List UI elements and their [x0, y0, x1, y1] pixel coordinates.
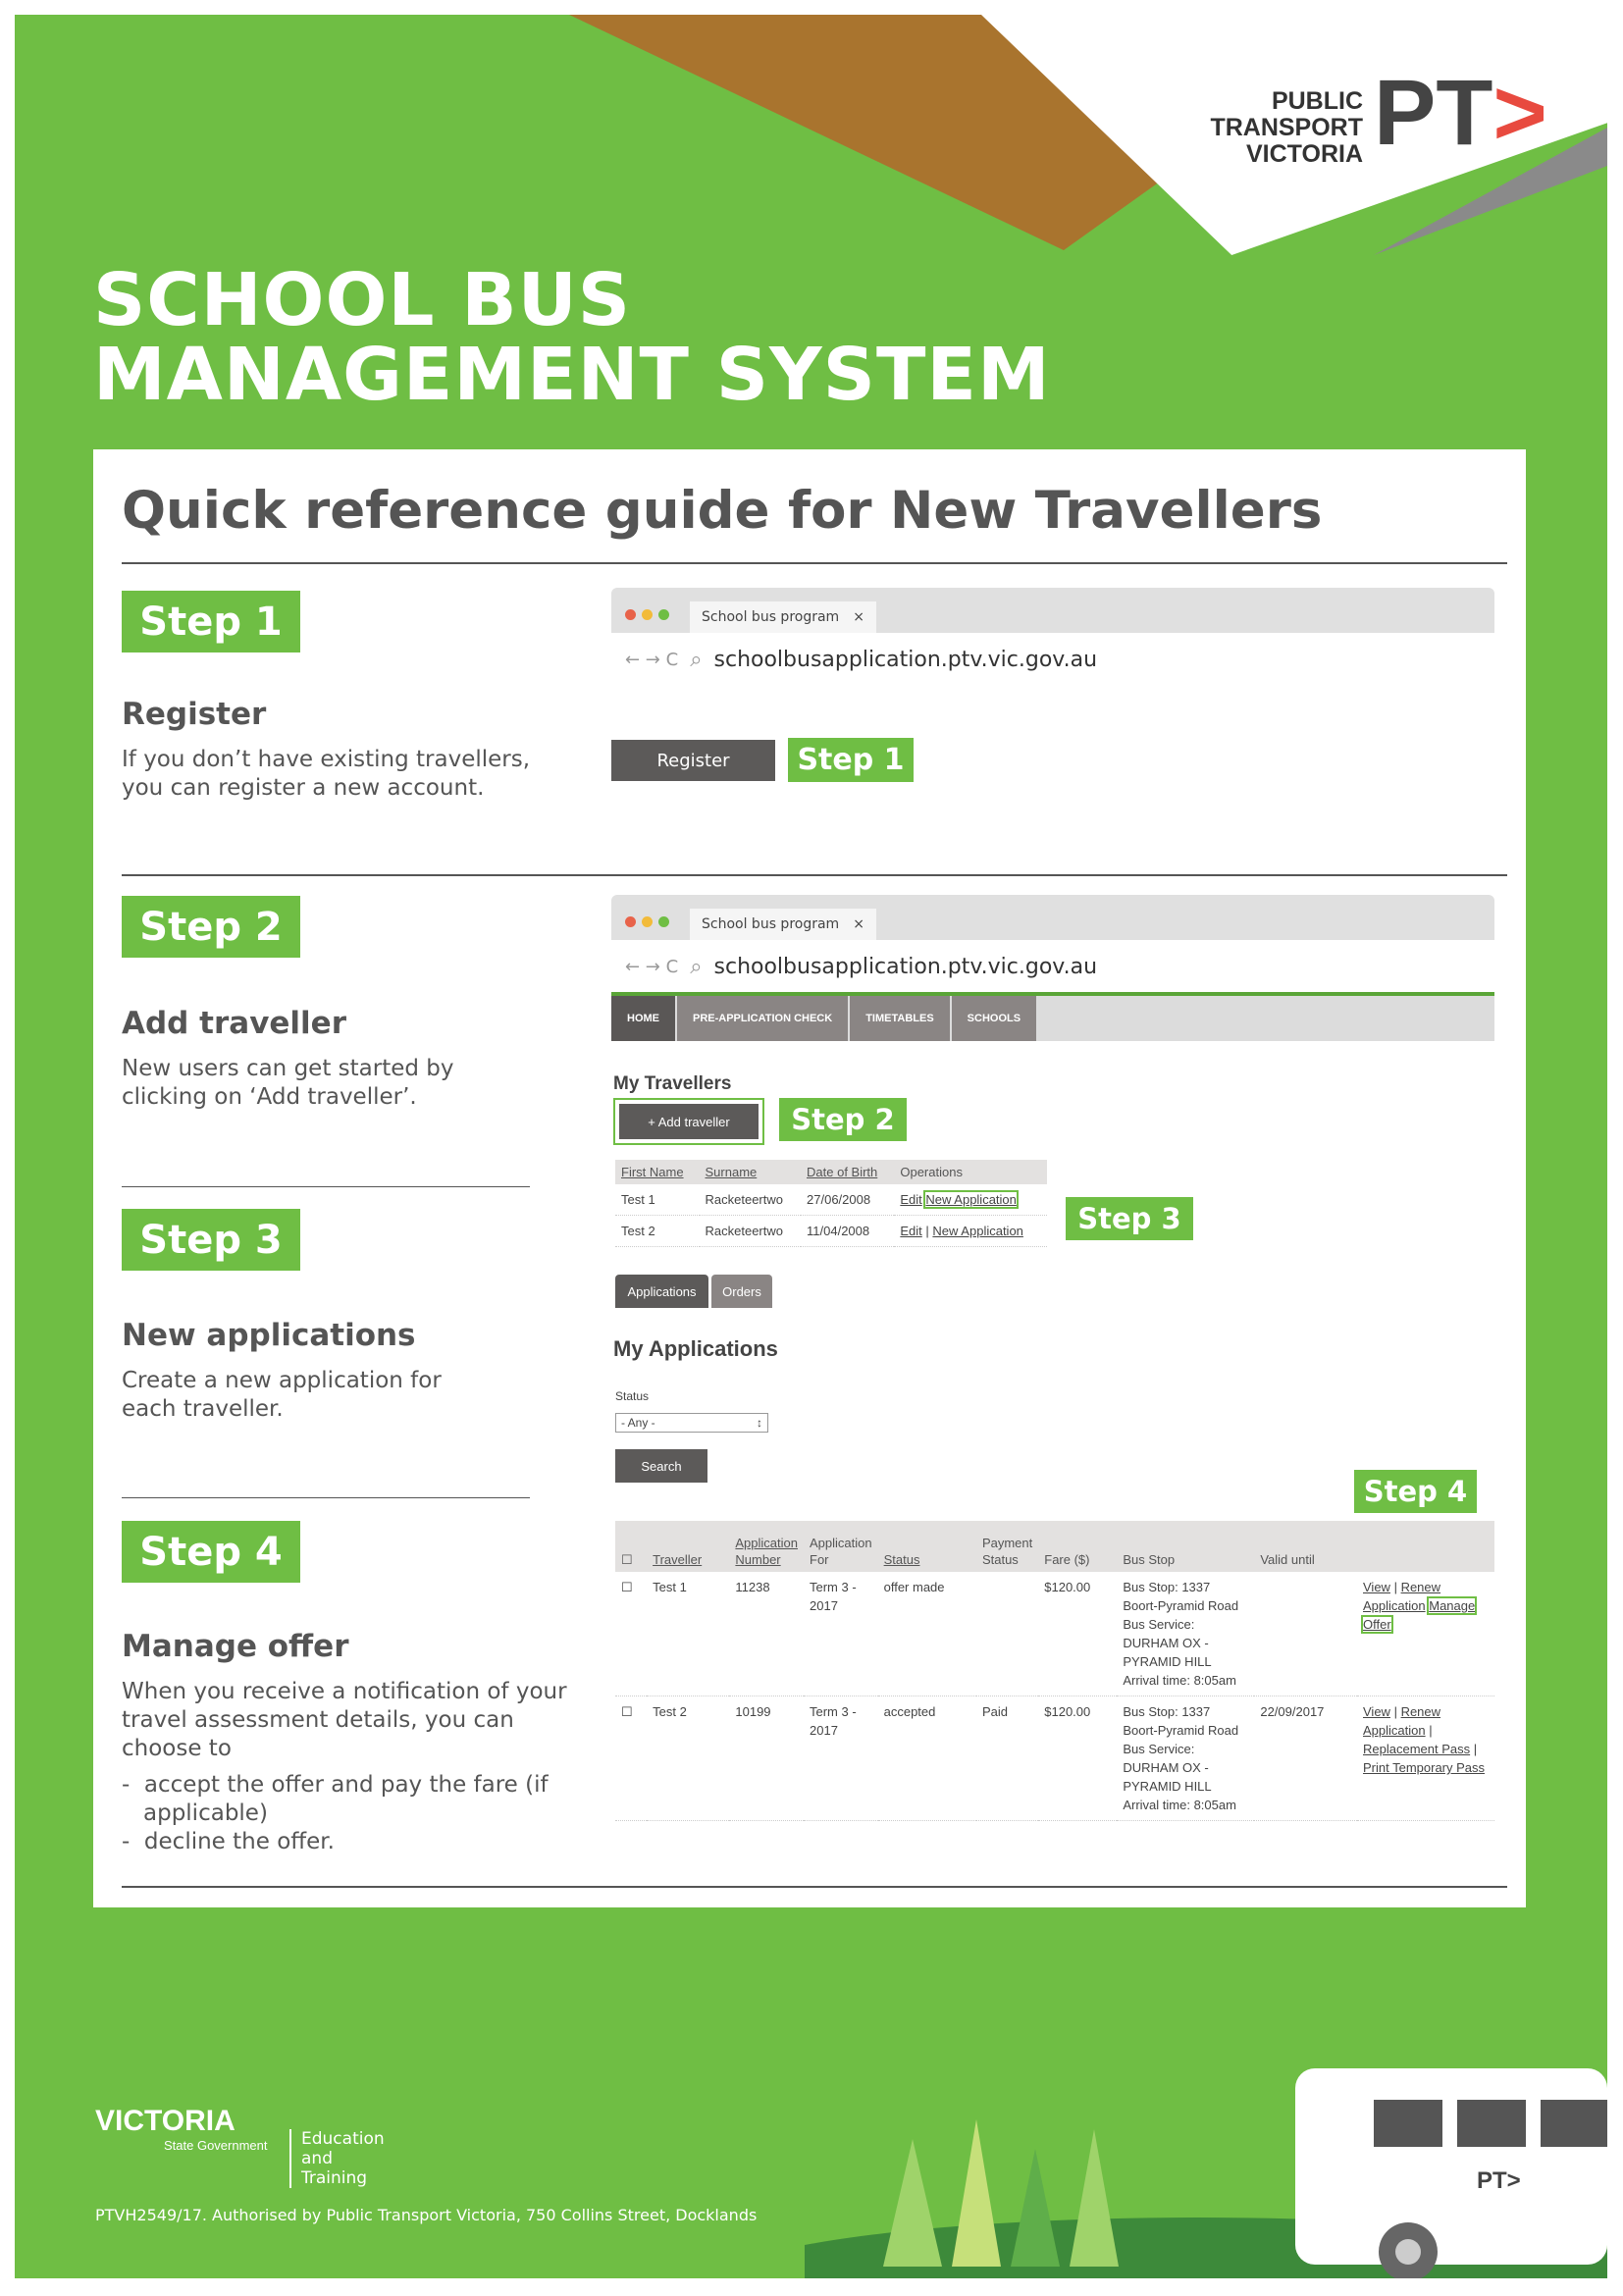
renew-link[interactable]: Renew Application [1363, 1704, 1441, 1738]
col-app-number[interactable]: Application Number [729, 1521, 804, 1572]
edit-link[interactable]: Edit [900, 1192, 922, 1207]
step-4-badge: Step 4 [122, 1521, 300, 1583]
step-4-callout: Step 4 [1354, 1470, 1477, 1513]
step-2-text: New users can get started by clicking on ‘Add traveller’. [122, 1056, 454, 1110]
address-bar[interactable]: ← → C ⌕ schoolbusapplication.ptv.vic.gov.au [611, 633, 1494, 687]
page-title: SCHOOL BUS MANAGEMENT SYSTEM [93, 258, 1051, 417]
divider [122, 874, 1507, 876]
guide-title: Quick reference guide for New Travellers [122, 481, 1323, 541]
site-nav [611, 992, 1494, 1041]
step-4-heading: Manage offer [122, 1629, 349, 1664]
add-traveller-highlight [615, 1100, 762, 1143]
view-link[interactable]: View [1363, 1580, 1390, 1594]
address-bar[interactable]: ← → C ⌕ schoolbusapplication.ptv.vic.gov.au [611, 940, 1494, 994]
col-fare: Fare ($) [1038, 1521, 1117, 1572]
col-first-name[interactable]: First Name [615, 1160, 700, 1184]
nav-icons: ← → C [625, 650, 679, 670]
select-all-checkbox[interactable]: ☐ [615, 1521, 647, 1572]
step-3-text: Create a new application for each traveller. [122, 1368, 442, 1422]
step-1-heading: Register [122, 697, 267, 732]
nav-pre-application-check[interactable]: PRE-APPLICATION CHECK [677, 996, 848, 1041]
step-3-heading: New applications [122, 1318, 416, 1353]
search-button[interactable]: Search [615, 1449, 707, 1483]
dept-logo: Education and Training [289, 2129, 397, 2188]
col-traveller[interactable]: Traveller [647, 1521, 729, 1572]
new-application-link[interactable]: New Application [932, 1224, 1023, 1238]
my-applications-heading: My Applications [613, 1336, 778, 1361]
step-1-text: If you don’t have existing travellers, you can register a new account. [122, 747, 531, 801]
print-temp-pass-link[interactable]: Print Temporary Pass [1363, 1760, 1486, 1775]
register-button[interactable]: Register [611, 740, 775, 781]
step-4-text: When you receive a notification of your travel assessment details, you can choose to [122, 1679, 567, 1761]
row-checkbox[interactable]: ☐ [615, 1572, 647, 1696]
browser-window-1 [611, 588, 1494, 687]
table-row: ☐ Test 2 10199 Term 3 - 2017 accepted Paid $120.00 Bus Stop: 1337 Boort-Pyramid Road Bus Service: DURHAM OX - PYRAMID HILL Arrival time: 8:05am 22/09/2017 View | Renew Application | Replacement Pass | Print Temporary Pass [615, 1696, 1494, 1821]
step-1-callout: Step 1 [788, 738, 914, 782]
divider [122, 1186, 530, 1187]
col-status[interactable]: Status [878, 1521, 976, 1572]
col-app-for: Application For [804, 1521, 878, 1572]
step-1-badge: Step 1 [122, 591, 300, 652]
nav-timetables[interactable]: TIMETABLES [850, 996, 949, 1041]
step-3-callout: Step 3 [1066, 1197, 1193, 1240]
search-icon: ⌕ [690, 955, 703, 979]
browser-tab[interactable]: School bus program × [690, 909, 876, 940]
tab-applications[interactable]: Applications [615, 1275, 708, 1308]
authorisation-text: PTVH2549/17. Authorised by Public Transport Victoria, 750 Collins Street, Docklands [95, 2206, 758, 2224]
search-icon: ⌕ [690, 648, 703, 672]
bus-pt-logo: PT> [1477, 2167, 1521, 2194]
victoria-logo: VICTORIA State Government [95, 2105, 268, 2153]
ptv-wordmark: PUBLIC TRANSPORT VICTORIA [1210, 87, 1363, 168]
close-icon[interactable]: × [853, 916, 864, 932]
row-checkbox[interactable]: ☐ [615, 1696, 647, 1821]
col-dob[interactable]: Date of Birth [801, 1160, 894, 1184]
step-2-callout: Step 2 [779, 1098, 907, 1141]
pt-logo: PT> [1374, 61, 1547, 165]
close-icon[interactable]: × [853, 609, 864, 625]
browser-window-2 [611, 895, 1494, 994]
add-traveller-button[interactable]: + Add traveller [619, 1104, 759, 1139]
status-select[interactable]: - Any - ↕ [615, 1413, 768, 1433]
step-2-heading: Add traveller [122, 1006, 346, 1041]
chevron-updown-icon: ↕ [757, 1416, 762, 1430]
status-label: Status [615, 1389, 650, 1403]
step-4-body [122, 1678, 593, 1856]
col-payment: Payment Status [976, 1521, 1038, 1572]
nav-icons: ← → C [625, 957, 679, 977]
nav-schools[interactable]: SCHOOLS [952, 996, 1036, 1041]
col-operations: Operations [894, 1160, 1047, 1184]
browser-tab[interactable]: School bus program × [690, 601, 876, 633]
nav-home[interactable]: HOME [611, 996, 675, 1041]
replacement-pass-link[interactable]: Replacement Pass [1363, 1742, 1471, 1756]
step-2-badge: Step 2 [122, 896, 300, 958]
new-application-link[interactable]: New Application [925, 1192, 1017, 1207]
renew-link[interactable]: Renew Application [1363, 1580, 1441, 1613]
col-valid-until: Valid until [1254, 1521, 1357, 1572]
manage-offer-link[interactable]: Manage Offer [1363, 1598, 1476, 1632]
footer-illustration [805, 2041, 1607, 2278]
my-travellers-heading: My Travellers [613, 1073, 732, 1094]
divider [122, 1886, 1507, 1888]
travellers-table [615, 1160, 1047, 1247]
table-row: ☐ Test 1 11238 Term 3 - 2017 offer made $120.00 Bus Stop: 1337 Boort-Pyramid Road Bus Service: DURHAM OX - PYRAMID HILL Arrival time: 8:05am View | Renew Application Manage Offer [615, 1572, 1494, 1696]
applications-table [615, 1521, 1494, 1821]
col-bus-stop: Bus Stop [1117, 1521, 1254, 1572]
tab-orders[interactable]: Orders [711, 1275, 772, 1308]
edit-link[interactable]: Edit [900, 1224, 922, 1238]
col-surname[interactable]: Surname [700, 1160, 802, 1184]
divider [122, 562, 1507, 564]
divider [122, 1497, 530, 1498]
view-link[interactable]: View [1363, 1704, 1390, 1719]
table-row: Test 2 Racketeertwo 11/04/2008 Edit | New Application [615, 1216, 1047, 1247]
table-row: Test 1 Racketeertwo 27/06/2008 Edit New Application [615, 1184, 1047, 1216]
step-4-bullets: - accept the offer and pay the fare (if applicable) - decline the offer. [122, 1772, 549, 1854]
step-3-badge: Step 3 [122, 1209, 300, 1271]
